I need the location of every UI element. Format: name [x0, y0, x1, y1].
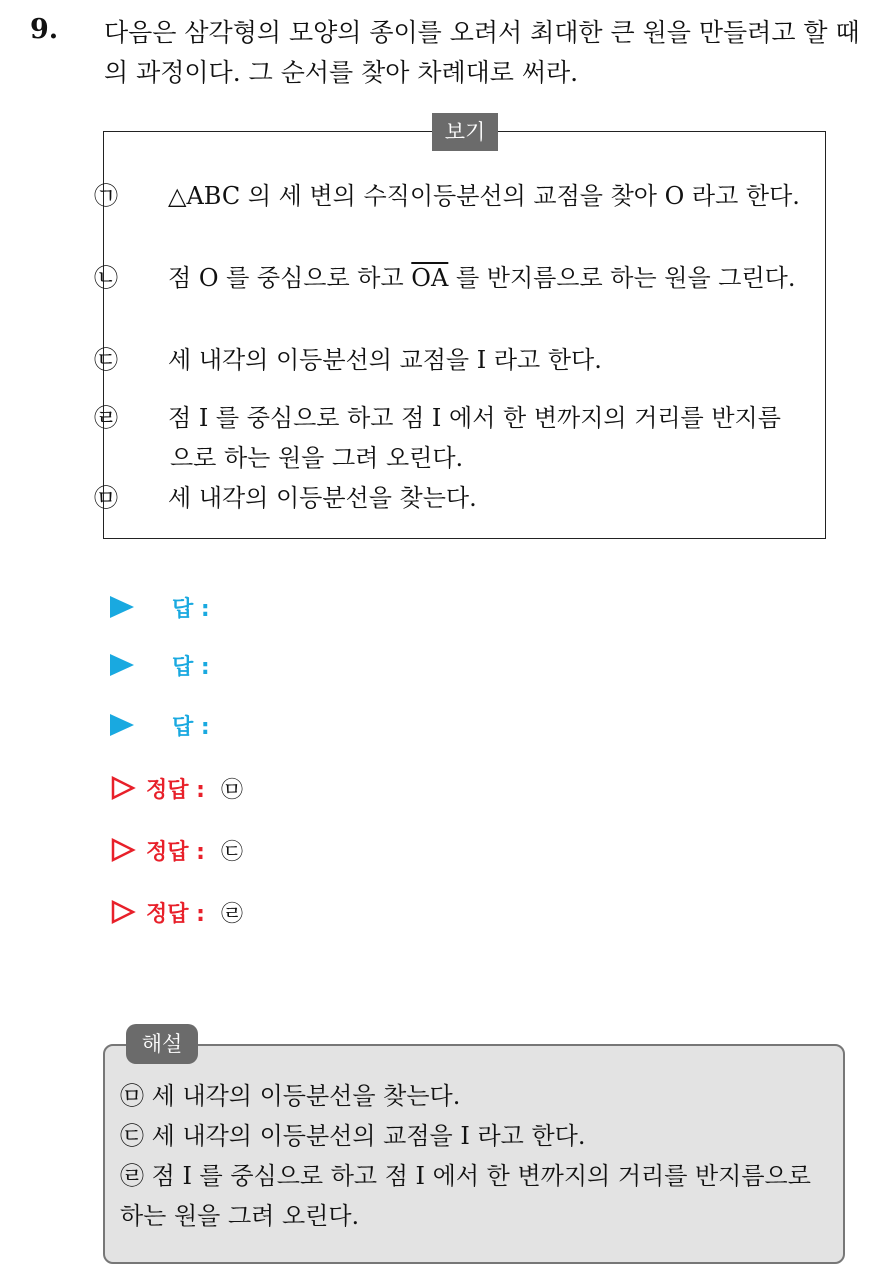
answer-row-3[interactable]: [110, 705, 210, 745]
bogi-item-4: [94, 398, 802, 478]
correct-label: 정답 :: [146, 777, 205, 803]
outline-arrow-icon: [110, 775, 136, 801]
correct-value: ㉢: [220, 839, 243, 865]
correct-value: ㉤: [220, 777, 243, 803]
correct-row-2: [110, 830, 243, 870]
correct-label: 정답 :: [146, 901, 205, 927]
explanation-line: ㉢ 세 내각의 이등분선의 교점을 I 라고 한다.: [120, 1122, 586, 1150]
bogi-item-mark: ㉡: [94, 264, 118, 292]
answer-row-1[interactable]: [110, 587, 210, 627]
outline-arrow-icon: [110, 837, 136, 863]
question-number: 9.: [30, 14, 59, 45]
bogi-item-mark: ㉣: [94, 404, 118, 432]
outline-arrow-icon: [110, 899, 136, 925]
segment-oa: $\overline{OA}$: [411, 264, 449, 292]
bogi-item-3: [94, 340, 802, 380]
explanation-label: 해설: [126, 1024, 198, 1064]
answer-row-2[interactable]: [110, 645, 210, 685]
bogi-item-text-post: 를 반지름으로 하는 원을 그린다.: [448, 264, 796, 292]
bogi-item-2: [94, 258, 802, 298]
play-arrow-icon: [110, 596, 134, 618]
correct-row-3: [110, 892, 243, 932]
explanation-line: ㉣ 점 I 를 중심으로 하고 점 I 에서 한 변까지의 거리를 반지름으로 하는 원을 그려 오린다.: [120, 1162, 811, 1230]
bogi-item-text: 세 내각의 이등분선의 교점을 I 라고 한다.: [168, 346, 602, 374]
correct-label: 정답 :: [146, 839, 205, 865]
answer-label: 답 :: [172, 654, 210, 680]
answer-label: 답 :: [172, 596, 210, 622]
bogi-label: 보기: [432, 113, 498, 151]
bogi-item-mark: ㉢: [94, 346, 118, 374]
correct-row-1: [110, 768, 243, 808]
bogi-item-1: [94, 176, 802, 216]
play-arrow-icon: [110, 714, 134, 736]
explanation-line: ㉤ 세 내각의 이등분선을 찾는다.: [120, 1082, 461, 1110]
bogi-item-text: 점 I 를 중심으로 하고 점 I 에서 한 변까지의 거리를 반지름으로 하는 원을 그려 오린다.: [168, 404, 781, 472]
bogi-item-text: 세 내각의 이등분선을 찾는다.: [168, 484, 477, 512]
explanation-text: [120, 1076, 835, 1236]
play-arrow-icon: [110, 654, 134, 676]
answer-label: 답 :: [172, 714, 210, 740]
bogi-item-mark: ㉤: [94, 484, 118, 512]
bogi-item-5: [94, 478, 802, 518]
bogi-item-mark: ㉠: [94, 182, 118, 210]
bogi-item-text: △ABC 의 세 변의 수직이등분선의 교점을 찾아 O 라고 한다.: [168, 182, 800, 210]
bogi-item-text-pre: 점 O 를 중심으로 하고: [168, 264, 412, 292]
question-text: 다음은 삼각형의 모양의 종이를 오려서 최대한 큰 원을 만들려고 할 때의 과정이다. 그 순서를 찾아 차례대로 써라.: [104, 18, 860, 87]
correct-value: ㉣: [220, 901, 243, 927]
